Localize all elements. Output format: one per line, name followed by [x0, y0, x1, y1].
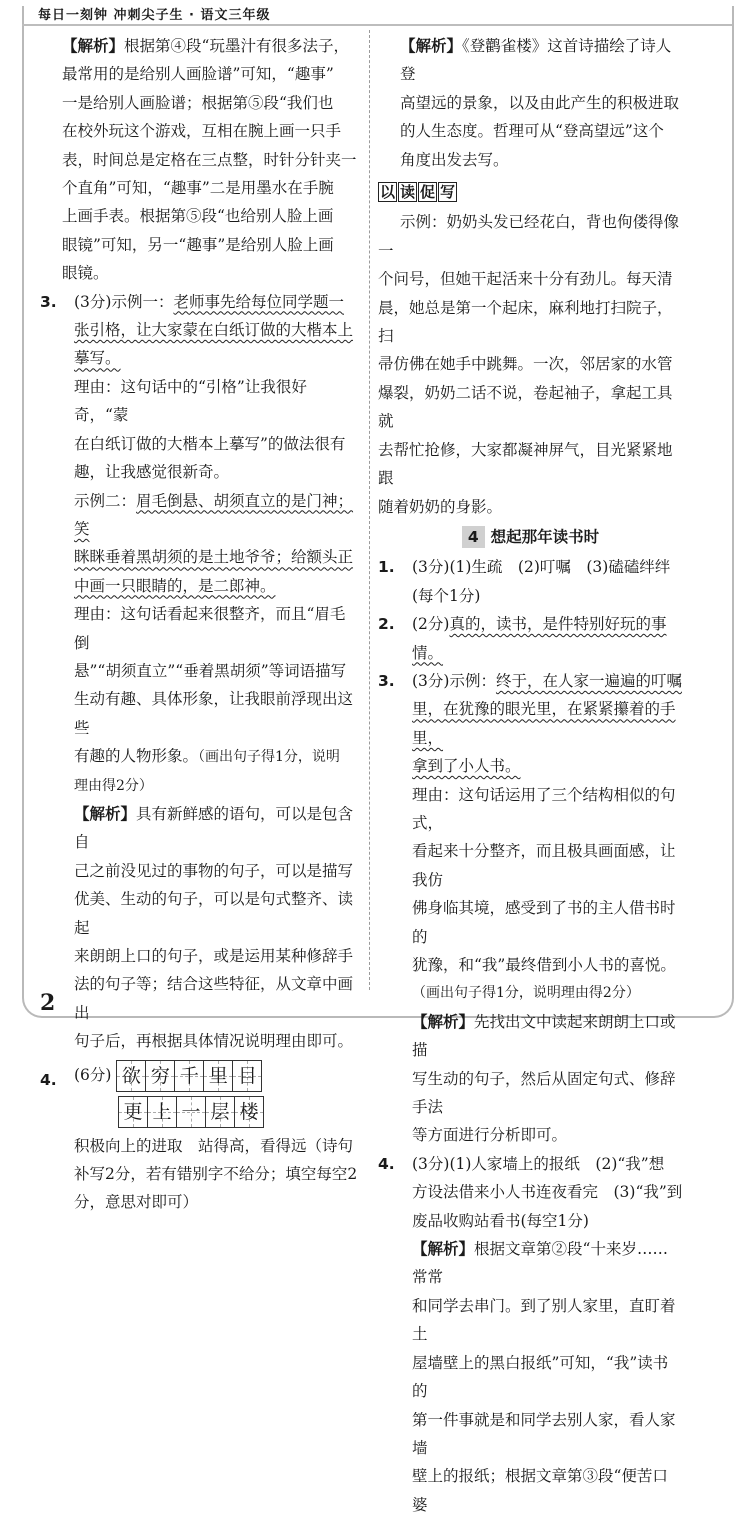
question-1 [378, 553, 683, 610]
analysis-line: 上画手表。根据第⑤段“也给别人脸上画 [62, 207, 334, 226]
example-sentence: 眯眯垂着黑胡须的是土地爷爷；给额头正 [74, 548, 354, 567]
poem-grid-row-2 [118, 1096, 264, 1128]
question-4-right [378, 1150, 683, 1519]
answer-sentence: 终于，在人家一遍遍的叮嘱 [495, 671, 682, 690]
analysis-line: 的人生态度。哲理可从“登高望远”这个 [400, 122, 664, 141]
analysis-line: 句子后，再根据具体情况说明理由即可。 [74, 1032, 354, 1051]
analysis-tag: 【解析】 [412, 1011, 475, 1031]
grid-cell: 一 [177, 1097, 206, 1127]
analysis-tag: 【解析】 [412, 1239, 475, 1259]
analysis-line: 《登鹳雀楼》这首诗描绘了诗人登 [400, 37, 672, 84]
question-number: 4. [378, 1154, 395, 1173]
badge-char: 写 [440, 183, 456, 202]
analysis-line: 表，时间总是定格在三点整，时针分针夹一 [62, 150, 357, 169]
analysis-line: 最常用的是给别人画脸谱”可知，“趣事” [62, 65, 334, 84]
answer-line: 补写2分，若有错别字不给分；填空每空2 [74, 1165, 358, 1184]
section-number: 4 [462, 526, 485, 548]
page-header: 每日一刻钟 冲刺尖子生 · 语文三年级 [38, 8, 271, 23]
grid-cell: 更 [119, 1097, 148, 1127]
question-3-right [378, 667, 683, 1150]
analysis-line: 高望远的景象，以及由此产生的积极进取 [400, 93, 680, 112]
answer-line: (3分)(1)人家墙上的报纸 (2)“我”想 [412, 1154, 665, 1173]
question-number: 2. [378, 615, 395, 634]
question-number: 3. [378, 671, 395, 690]
section-heading: 想起那年读书时 [490, 527, 600, 546]
analysis-line: 眼镜。 [62, 264, 109, 283]
analysis-tag: 【解析】 [62, 36, 125, 55]
page-number: 2 [40, 990, 56, 1016]
example-sentence: 张引格，让大家蒙在白纸订做的大楷本上 [74, 321, 354, 340]
question-2 [378, 610, 683, 667]
reason-line: 看起来十分整齐，而且极具画面感，让我仿 [412, 842, 676, 889]
answer-line: 分，意思对即可） [74, 1193, 199, 1212]
score-note: 理由得2分） [74, 777, 153, 794]
answer-sentence: 拿到了小人书。 [412, 757, 521, 776]
answer-sentence: 里，在犹豫的眼光里，在紧紧攥着的手里， [412, 700, 676, 747]
analysis-line: 眼镜”可知，另一“趣事”是给别人脸上画 [62, 235, 334, 254]
reason-line: 佛身临其境，感受到了书的主人借书时的 [412, 899, 676, 946]
read-write-badge [378, 178, 683, 206]
answer-line: 积极向上的进取 站得高，看得远（诗句 [74, 1136, 354, 1155]
analysis-line: 在校外玩这个游戏，互相在腕上画一只手 [62, 122, 342, 141]
analysis-line: 和同学去串门。到了别人家里，直盯着土 [412, 1296, 676, 1344]
passage-line: 示例：奶奶头发已经花白，背也佝偻得像一 [378, 213, 680, 260]
analysis-line: 法的句子等；结合这些特征，从文章中画出 [74, 975, 354, 1022]
badge-char: 促 [420, 183, 436, 202]
question-number: 1. [378, 558, 395, 577]
passage-line: 去帮忙抢修，大家都凝神屏气，目光紧紧地跟 [378, 440, 673, 488]
grid-cell: 里 [204, 1061, 233, 1091]
score: (3分) [74, 292, 112, 311]
reason-line: 犹豫，和“我”最终借到小人书的喜悦。 [412, 956, 676, 974]
analysis-line: 第一件事就是和同学去别人家，看人家墙 [412, 1410, 676, 1457]
analysis-line: 优美、生动的句子，可以是句式整齐、读起 [74, 890, 354, 937]
q4-analysis [378, 32, 683, 174]
reason-line: 有趣的人物形象。 [74, 747, 199, 766]
reason-line: 生动有趣、具体形象，让我眼前浮现出这些 [74, 690, 354, 737]
answer-line: 废品收购站看书(每空1分) [412, 1211, 589, 1230]
analysis-line: 来朗朗上口的句子，或是运用某种修辞手 [74, 947, 354, 965]
grid-cell: 穷 [146, 1061, 175, 1091]
question-number: 4. [40, 1070, 57, 1089]
grid-cell: 目 [233, 1061, 261, 1091]
passage-line: 随着奶奶的身影。 [378, 497, 503, 516]
grid-cell: 千 [175, 1061, 204, 1091]
section-title [378, 523, 683, 551]
analysis-line: 先找出文中读起来朗朗上口或描 [412, 1012, 676, 1060]
passage-line: 个问号，但她干起活来十分有劲儿。每天清 [378, 270, 673, 289]
reason-line: 趣，让我感觉很新奇。 [74, 463, 230, 482]
badge-char: 以 [380, 183, 396, 202]
analysis-tag: 【解析】 [74, 803, 137, 823]
example-sentence: 摹写。 [74, 349, 121, 368]
reason-line: 理由：这句话看起来很整齐，而且“眉毛倒 [74, 605, 346, 652]
analysis-line: 根据第④段“玩墨汁有很多法子， [124, 37, 349, 55]
score: (3分)示例： [412, 671, 496, 690]
analysis-line: 一是给别人画脸谱；根据第⑤段“我们也 [62, 93, 334, 112]
answer-line: 方设法借来小人书连夜看完 (3)“我”到 [412, 1183, 683, 1202]
question-number: 3. [40, 292, 57, 311]
example-sentence: 中画一只眼睛的，是二郎神。 [74, 576, 276, 595]
answer-sentence: 真的，读书，是件特别好玩的事情。 [412, 615, 667, 662]
analysis-tag: 【解析】 [400, 36, 463, 55]
analysis-line: 根据文章第②段“十来岁……常常 [412, 1240, 668, 1287]
score-note: （画出句子得1分，说明理由得2分） [412, 985, 640, 1002]
analysis-line: 壁上的报纸；根据文章第③段“便苦口婆 [412, 1467, 668, 1514]
passage-line: 爆裂，奶奶二话不说，卷起袖子，拿起工具就 [378, 383, 673, 431]
right-column [378, 32, 683, 1519]
analysis-line: 角度出发去写。 [400, 150, 509, 169]
analysis-line: 己之前没见过的事物的句子，可以是描写 [74, 861, 354, 880]
analysis-line: 具有新鲜感的语句，可以是包含自 [74, 804, 354, 852]
q2-analysis [40, 32, 360, 288]
poem-grid-row-1 [116, 1060, 262, 1092]
score-note: (每个1分) [412, 586, 481, 605]
read-write-passage [378, 208, 683, 520]
grid-cell: 上 [148, 1097, 177, 1127]
column-divider [369, 30, 370, 990]
question-3 [40, 288, 360, 1056]
question-4 [40, 1060, 360, 1217]
example-label: 示例一： [111, 292, 174, 311]
score-note: （画出句子得1分，说明 [198, 749, 340, 766]
passage-line: 帚仿佛在她手中跳舞。一次，邻居家的水管 [378, 355, 673, 374]
answer-line: (3分)(1)生疏 (2)叮嘱 (3)磕磕绊绊 [412, 558, 671, 577]
score: (6分) [74, 1065, 112, 1084]
reason-line: 理由：这句话中的“引格”让我很好奇，“蒙 [74, 377, 307, 425]
analysis-line: 等方面进行分析即可。 [412, 1126, 568, 1145]
example-sentence: 眉毛倒悬、胡须直立的是门神；笑 [74, 491, 354, 538]
passage-line: 晨，她总是第一个起床，麻利地打扫院子，扫 [378, 298, 673, 346]
reason-line: 在白纸订做的大楷本上摹写”的做法很有 [74, 434, 346, 453]
reason-line: 悬”“胡须直立”“垂着黑胡须”等词语描写 [74, 661, 347, 680]
example-label: 示例二： [74, 491, 137, 510]
header-rule [22, 24, 732, 26]
badge-char: 读 [400, 183, 416, 202]
left-column [40, 32, 360, 1217]
grid-cell: 欲 [117, 1061, 146, 1091]
score: (2分) [412, 615, 450, 634]
analysis-line: 写生动的句子，然后从固定句式、修辞手法 [412, 1069, 676, 1117]
analysis-line: 屋墙壁上的黑白报纸”可知，“我”读书的 [412, 1353, 669, 1401]
grid-cell: 层 [206, 1097, 235, 1127]
example-sentence: 老师事先给每位同学题一 [173, 292, 344, 311]
grid-cell: 楼 [235, 1097, 263, 1127]
reason-line: 理由：这句话运用了三个结构相似的句式， [412, 785, 676, 832]
analysis-line: 个直角”可知，“趣事”二是用墨水在手腕 [62, 179, 334, 198]
